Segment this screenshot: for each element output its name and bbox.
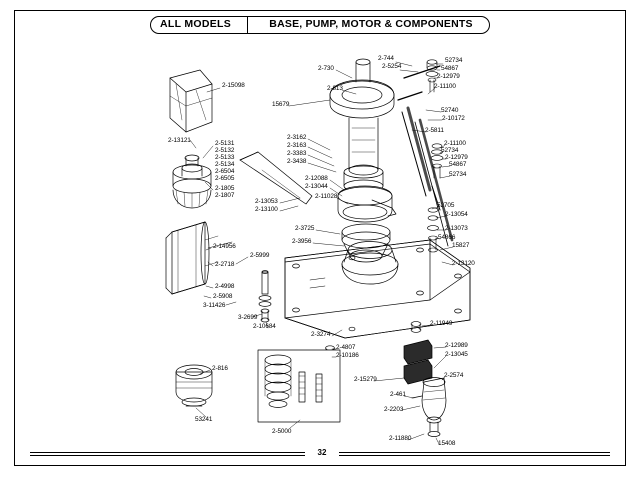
callout-2-3162: 2-3162 [287, 134, 307, 141]
callout-2-15098: 2-15098 [222, 82, 245, 89]
callout-2-744: 2-744 [378, 55, 394, 62]
motor-cover [170, 70, 212, 132]
callout-2-11100-a: 2-11100 [434, 83, 456, 90]
callout-2-10172: 2-10172 [442, 115, 465, 122]
callout-2-13045: 2-13045 [445, 351, 468, 358]
callout-2-11100-b: 2-11100 [444, 140, 466, 147]
callout-2-13044: 2-13044 [305, 183, 328, 190]
callout-2-5254: 2-5254 [382, 63, 402, 70]
callout-52734-a: 52734 [445, 57, 463, 64]
callout-2-5132: 2-5132 [215, 147, 235, 154]
callout-2-13100: 2-13100 [255, 206, 278, 213]
callout-2-5811: 2-5811 [425, 127, 444, 134]
callout-2-3725: 2-3725 [295, 225, 315, 232]
page-number: 32 [305, 448, 339, 457]
callout-2-6505: 2-6505 [215, 175, 235, 182]
callout-2-12979-b: 2-12979 [445, 154, 468, 161]
callout-2-1805: 2-1805 [215, 185, 235, 192]
callout-2-10684: 2-10684 [253, 323, 276, 330]
callout-2-13053: 2-13053 [255, 198, 278, 205]
callout-52734-b: 52734 [441, 147, 459, 154]
callout-2-2574: 2-2574 [444, 372, 464, 379]
callout-2-816: 2-816 [212, 365, 228, 372]
callout-2-12979-a: 2-12979 [437, 73, 460, 80]
callout-2-813: 2-813 [327, 85, 343, 92]
callout-2-730: 2-730 [318, 65, 334, 72]
callout-2-2718: 2-2718 [215, 261, 235, 268]
callout-2-3383: 2-3383 [287, 150, 307, 157]
callout-2-3956: 2-3956 [292, 238, 312, 245]
callout-2-3438: 2-3438 [287, 158, 307, 165]
callout-2-12088: 2-12088 [305, 175, 328, 182]
callout-2-5134: 2-5134 [215, 161, 235, 168]
callout-2-12989: 2-12989 [445, 342, 468, 349]
callout-2-11028: 2-11028 [315, 193, 338, 200]
callout-2-5999: 2-5999 [250, 252, 270, 259]
callout-2-2203: 2-2203 [384, 406, 404, 413]
callout-2-4807: 2-4807 [336, 344, 356, 351]
pump-canister [412, 378, 446, 437]
callout-52734-c: 52734 [449, 171, 467, 178]
callout-54867-b: 54867 [449, 161, 467, 168]
callout-2-13073: 2-13073 [445, 225, 468, 232]
callout-2-15279: 2-15279 [354, 376, 377, 383]
callout-2-11949: 2-11949 [430, 320, 453, 327]
callout-2-5000: 2-5000 [272, 428, 292, 435]
callout-2-13120: 2-13120 [452, 260, 475, 267]
callout-15827: 15827 [452, 242, 470, 249]
callout-52705: 52705 [437, 202, 455, 209]
callout-2-461: 2-461 [390, 391, 406, 398]
callout-2-5908: 2-5908 [213, 293, 233, 300]
callout-15679: 15679 [272, 101, 290, 108]
callout-3-2699: 3-2699 [238, 314, 258, 321]
callout-2-10186: 2-10186 [336, 352, 359, 359]
all-models-label: ALL MODELS [160, 18, 232, 30]
callout-2-5133: 2-5133 [215, 154, 235, 161]
motor-pulley [173, 155, 211, 208]
callout-2-6504: 2-6504 [215, 168, 235, 175]
callout-2-1807: 2-1807 [215, 192, 235, 199]
callout-54867-a: 54867 [441, 65, 459, 72]
callout-15408: 15408 [438, 440, 456, 447]
page-title: BASE, PUMP, MOTOR & COMPONENTS [269, 18, 473, 30]
callout-2-3274: 2-3274 [311, 331, 331, 338]
callout-2-13121: 2-13121 [168, 137, 191, 144]
callout-2-5131: 2-5131 [215, 140, 235, 147]
callout-2-11880: 2-11880 [389, 435, 412, 442]
callout-2-13054: 2-13054 [445, 211, 468, 218]
callout-3-11426: 3-11426 [203, 302, 226, 309]
callout-53241: 53241 [195, 416, 213, 423]
detail-box-2-5000 [258, 350, 340, 422]
callout-2-4998: 2-4998 [215, 283, 235, 290]
callout-2-3163: 2-3163 [287, 142, 307, 149]
dark-brackets [404, 340, 432, 384]
callout-2-14956: 2-14956 [213, 243, 236, 250]
callout-52740: 52740 [441, 107, 459, 114]
callout-54866: 54866 [438, 234, 456, 241]
